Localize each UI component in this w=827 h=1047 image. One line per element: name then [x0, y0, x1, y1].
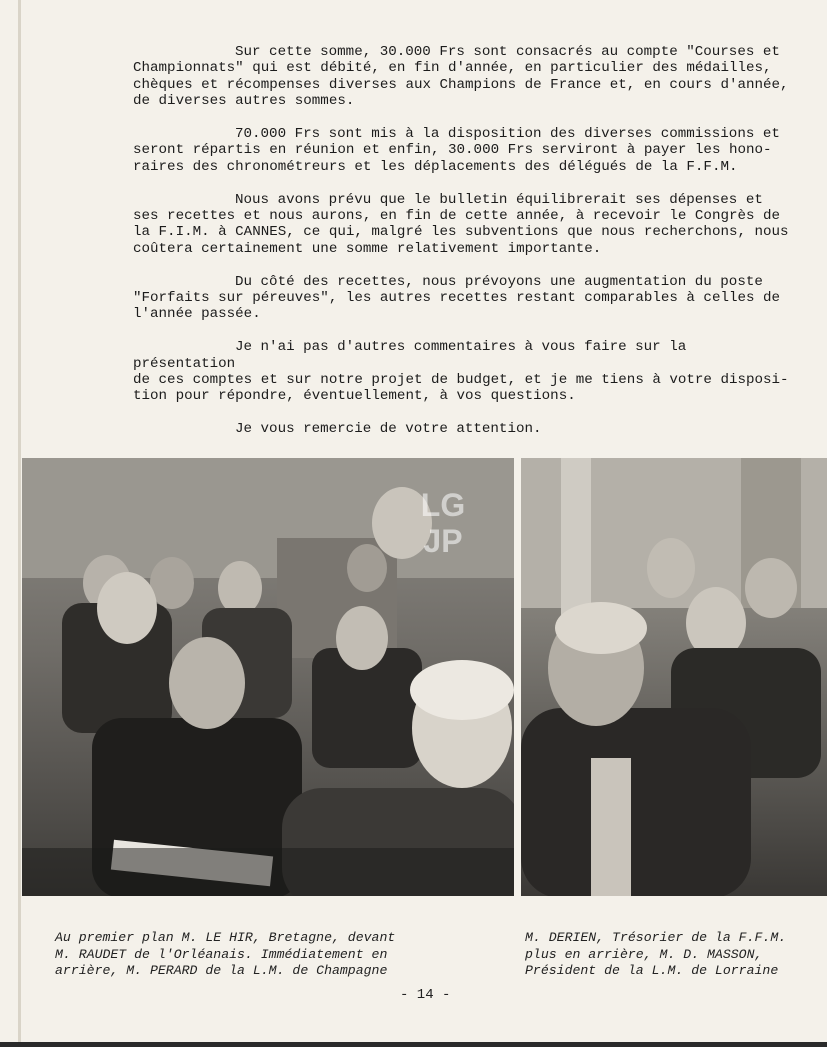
page-binding-edge [18, 0, 21, 1047]
paragraph-5: Je n'ai pas d'autres commentaires à vous faire sur la présentation de ces comptes et sur notre projet de budget, et je me tiens à votre disposi- tion pour répondre, éventuellement, à vos questions. [133, 339, 789, 405]
paragraph-2: 70.000 Frs sont mis à la disposition des diverses commissions et seront répartis en réunion et enfin, 30.000 Frs serviront à payer les hono- raires des chronométreurs et les déplacements des délégués de la F.F.M. [133, 126, 780, 175]
scan-bottom-edge [0, 1042, 827, 1047]
watermark-line1: LG [420, 487, 466, 523]
photo-meeting-right [521, 458, 827, 896]
body-text [133, 44, 793, 454]
page-number: - 14 - [400, 987, 451, 1003]
watermark-line2: JP [423, 523, 463, 556]
paragraph-6: Je vous remercie de votre attention. [235, 421, 542, 438]
paragraph-4: Du côté des recettes, nous prévoyons une augmentation du poste "Forfaits sur pérеuves", les autres recettes restant comparables à celles de l'année passée. [133, 273, 781, 323]
paragraph-1: Sur cette somme, 30.000 Frs sont consacrés au compte "Courses et Championnats" qui est débité, en fin d'année, en particulier des médailles, chèques et récompenses diverses aux Champions de France et, en cours d'année, de diverses autres sommes. [133, 44, 789, 110]
photo-right-drawing [521, 458, 827, 896]
watermark-logo [408, 482, 478, 556]
caption-left: Au premier plan M. LE HIR, Bretagne, devant M. RAUDET de l'Orléanais. Immédiatement en arrière, M. PERARD de la L.M. de Champagne [55, 930, 396, 978]
paragraph-3: Nous avons prévu que le bulletin équilibrerait ses dépenses et ses recettes et nous aurons, en fin de cette année, à recevoir le Congrès de la F.I.M. à CANNES, ce qui, malgré les subventions que nous recherchons, nous coûtera certainement une somme relativement importante. [133, 191, 789, 257]
caption-right: M. DERIEN, Trésorier de la F.F.M. plus en arrière, M. D. MASSON, Président de la L.M. de Lorraine [525, 930, 787, 978]
photo-meeting-left [22, 458, 514, 896]
